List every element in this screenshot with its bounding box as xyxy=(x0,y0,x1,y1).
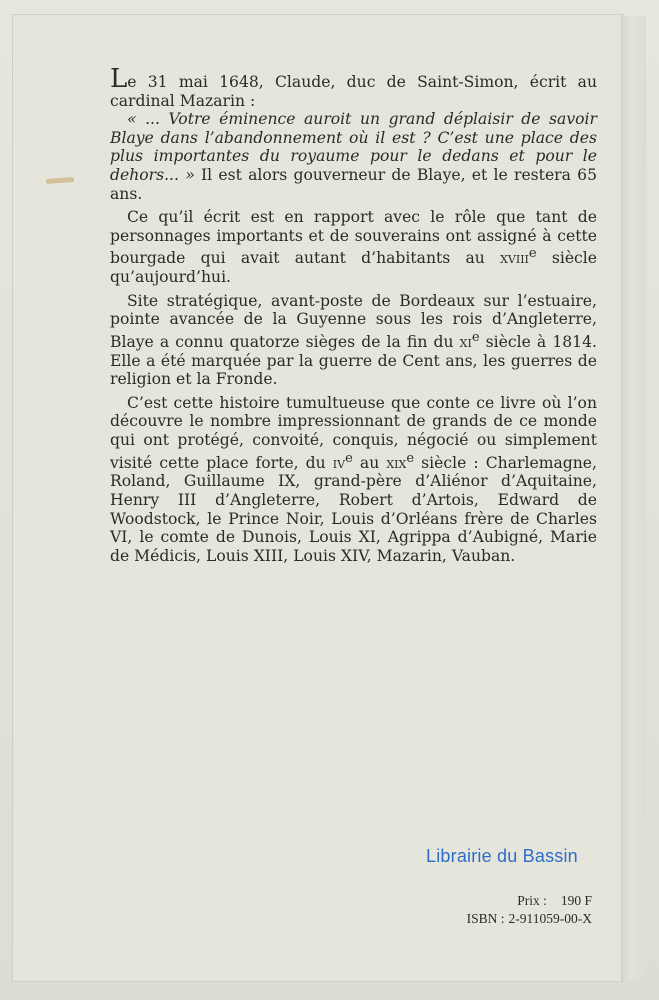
paragraph-5-text-c: siècle : Charlemagne, Roland, Guillaume IX, grand-père d’Aliénor d’Aquitaine, Henry III d’Angleterre, Robert d’Artois, Edward de Woodstock, le Prince Noir, Louis d’Orléans frère de Charles VI, le comte de Dunois, Louis XI, Agrippa d’Aubigné, Marie de Médicis, Louis XIII, Louis XIV, Mazarin, Vauban. xyxy=(110,453,597,565)
century-superscript: e xyxy=(406,450,415,466)
saint-simon-quote: « ... Votre éminence auroit un grand déplaisir de savoir Blaye dans l’abandonnement où il est ? C’est une place des plus importantes du royaume pour le dedans et pour le dehors... » xyxy=(110,110,597,184)
price-value: 190 F xyxy=(560,893,592,908)
bookseller-stamp: Librairie du Bassin xyxy=(426,846,578,866)
page-edge xyxy=(622,16,646,980)
century-numeral: xviii xyxy=(500,249,529,268)
price-isbn-block xyxy=(438,892,592,928)
century-numeral: xi xyxy=(459,333,472,352)
blurb-text xyxy=(110,64,597,570)
paragraph-1-text: e 31 mai 1648, Claude, duc de Saint-Simon, écrit au cardinal Mazarin : xyxy=(110,73,597,110)
blurb-paragraph-5 xyxy=(110,394,597,566)
paragraph-4-text-b: siècle à 1814. Elle a été marquée par la guerre de Cent ans, les guerres de religion et la Fronde. xyxy=(110,333,597,389)
century-numeral: iv xyxy=(332,453,346,472)
paragraph-4-text-a: Site stratégique, avant-poste de Bordeaux sur l’estuaire, pointe avancée de la Guyenne sous les rois d’Angleterre, Blaye a connu quatorze sièges de la fin du xyxy=(110,291,597,352)
paragraph-3-text-a: Ce qu’il écrit est en rapport avec le rôle que tant de personnages importants et de souverains ont assigné à cette bourgade qui avait autant d’habitants au xyxy=(110,208,597,268)
paragraph-5-text-a: C’est cette histoire tumultueuse que conte ce livre où l’on découvre le nombre impressionnant de grands de ce monde qui ont protégé, convoité, conquis, négocié ou simplement visité cette place forte, du xyxy=(110,393,597,472)
blurb-paragraph-1 xyxy=(110,64,597,110)
century-numeral: xix xyxy=(386,453,407,472)
century-superscript: e xyxy=(471,329,480,345)
drop-cap: L xyxy=(110,64,128,94)
price-label: Prix : xyxy=(517,893,547,908)
paragraph-2-text: Il est alors gouverneur de Blaye, et le restera 65 ans. xyxy=(110,165,597,203)
blurb-paragraph-2 xyxy=(110,110,597,203)
blurb-paragraph-4 xyxy=(110,292,597,389)
paragraph-3-text-b: siècle qu’aujourd’hui. xyxy=(110,249,597,287)
isbn-value: 2-911059-00-X xyxy=(508,911,592,926)
isbn-label: ISBN : xyxy=(466,911,505,926)
century-superscript: e xyxy=(345,450,353,466)
price-row xyxy=(438,892,592,910)
paragraph-5-text-b: au xyxy=(352,453,387,472)
blurb-paragraph-3 xyxy=(110,208,597,287)
isbn-row xyxy=(438,910,592,928)
century-superscript: e xyxy=(528,246,537,262)
